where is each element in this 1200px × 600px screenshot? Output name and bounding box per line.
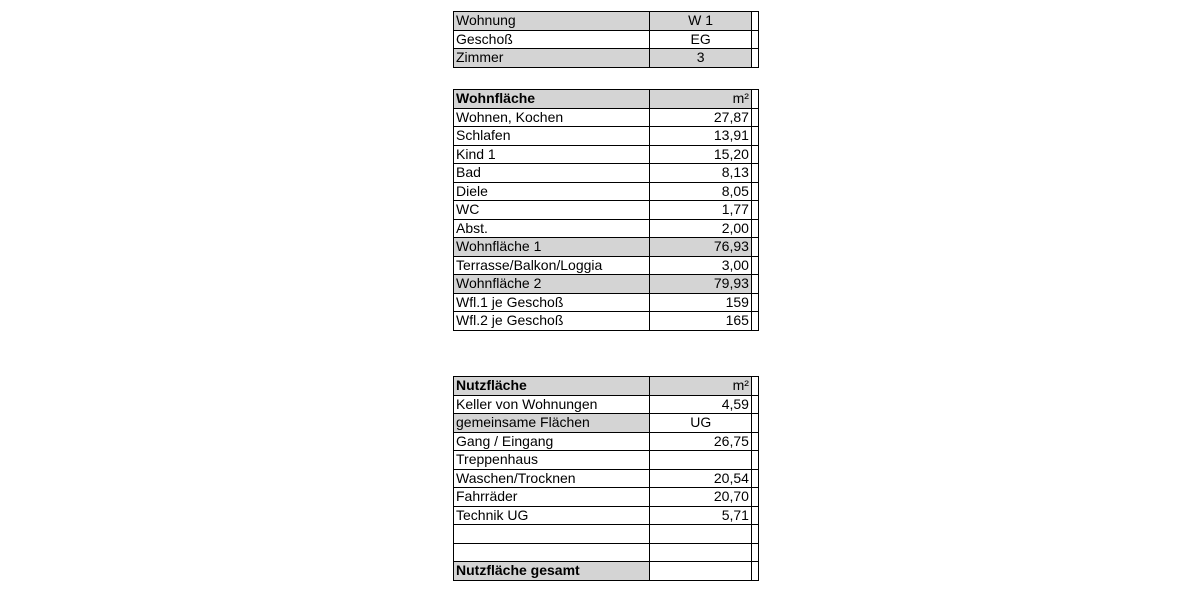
cell-edge [751,488,758,507]
cell-edge [751,182,758,201]
cell-edge [751,275,758,294]
cell-edge [751,293,758,312]
cell-edge [751,145,758,164]
table-header-row [454,377,759,396]
cell-edge [751,377,758,396]
cell-value[interactable]: 13,91 [650,127,752,146]
cell-edge [751,312,758,331]
table-row [454,469,759,488]
cell-label[interactable]: Wohnfläche 1 [454,238,650,257]
cell-value[interactable]: 15,20 [650,145,752,164]
cell-edge [751,30,758,49]
table-row [454,201,759,220]
cell-label[interactable]: Wohnen, Kochen [454,108,650,127]
cell-edge [751,414,758,433]
cell-label[interactable] [454,543,650,562]
cell-label[interactable]: Bad [454,164,650,183]
cell-value[interactable]: 79,93 [650,275,752,294]
cell-label[interactable]: Zimmer [454,49,650,68]
subtotal-row [454,275,759,294]
cell-label[interactable]: Wfl.2 je Geschoß [454,312,650,331]
cell-value[interactable] [650,525,752,544]
cell-value[interactable]: 8,05 [650,182,752,201]
cell-value[interactable] [650,451,752,470]
cell-edge [751,432,758,451]
cell-label[interactable]: Kind 1 [454,145,650,164]
cell-edge [751,127,758,146]
cell-edge [751,469,758,488]
cell-label[interactable]: Wfl.1 je Geschoß [454,293,650,312]
table-row [454,395,759,414]
cell-edge [751,108,758,127]
table-header-row [454,90,759,109]
apartment-info-table [453,11,759,68]
cell-value[interactable]: 3 [650,49,752,68]
living-area-table [453,89,759,331]
table-row [454,312,759,331]
section-title[interactable]: Wohnfläche [454,90,650,109]
cell-label[interactable]: Treppenhaus [454,451,650,470]
cell-label[interactable]: gemeinsame Flächen [454,414,650,433]
cell-label[interactable]: Keller von Wohnungen [454,395,650,414]
cell-value[interactable]: 2,00 [650,219,752,238]
cell-label[interactable]: Waschen/Trocknen [454,469,650,488]
table-row [454,525,759,544]
cell-value[interactable]: 4,59 [650,395,752,414]
cell-label[interactable]: Abst. [454,219,650,238]
cell-value[interactable]: 159 [650,293,752,312]
total-row [454,562,759,581]
cell-value[interactable]: 5,71 [650,506,752,525]
cell-label[interactable]: Technik UG [454,506,650,525]
cell-edge [751,12,758,31]
cell-label[interactable]: Geschoß [454,30,650,49]
cell-edge [751,562,758,581]
cell-edge [751,543,758,562]
cell-edge [751,90,758,109]
cell-edge [751,164,758,183]
subtotal-row [454,238,759,257]
cell-edge [751,219,758,238]
cell-label[interactable]: Schlafen [454,127,650,146]
table-row [454,256,759,275]
table-row [454,414,759,433]
cell-value[interactable]: 3,00 [650,256,752,275]
cell-label[interactable]: Wohnung [454,12,650,31]
cell-value[interactable]: 76,93 [650,238,752,257]
table-row [454,432,759,451]
cell-value[interactable]: 165 [650,312,752,331]
table-row [454,488,759,507]
table-row [454,12,759,31]
table-row [454,293,759,312]
unit-label[interactable]: m² [650,90,752,109]
cell-label[interactable] [454,525,650,544]
table-row [454,451,759,470]
cell-edge [751,395,758,414]
cell-value[interactable]: 8,13 [650,164,752,183]
table-row [454,49,759,68]
cell-value[interactable]: 27,87 [650,108,752,127]
unit-label[interactable]: m² [650,377,752,396]
cell-label[interactable]: Nutzfläche gesamt [454,562,650,581]
cell-edge [751,201,758,220]
cell-value[interactable] [650,543,752,562]
usable-area-table [453,376,759,581]
cell-value[interactable]: W 1 [650,12,752,31]
cell-label[interactable]: Gang / Eingang [454,432,650,451]
cell-edge [751,256,758,275]
cell-value[interactable]: 26,75 [650,432,752,451]
table-row [454,145,759,164]
table-row [454,164,759,183]
cell-value[interactable]: EG [650,30,752,49]
table-row [454,182,759,201]
cell-value[interactable]: UG [650,414,752,433]
cell-value[interactable]: 20,70 [650,488,752,507]
cell-label[interactable]: Terrasse/Balkon/Loggia [454,256,650,275]
table-row [454,543,759,562]
cell-label[interactable]: WC [454,201,650,220]
cell-value[interactable]: 20,54 [650,469,752,488]
cell-edge [751,238,758,257]
table-row [454,219,759,238]
cell-label[interactable]: Diele [454,182,650,201]
cell-edge [751,525,758,544]
table-row [454,506,759,525]
table-row [454,127,759,146]
section-title[interactable]: Nutzfläche [454,377,650,396]
cell-label[interactable]: Fahrräder [454,488,650,507]
table-row [454,30,759,49]
cell-edge [751,506,758,525]
cell-value[interactable] [650,562,752,581]
cell-value[interactable]: 1,77 [650,201,752,220]
cell-edge [751,49,758,68]
cell-label[interactable]: Wohnfläche 2 [454,275,650,294]
table-row [454,108,759,127]
cell-edge [751,451,758,470]
